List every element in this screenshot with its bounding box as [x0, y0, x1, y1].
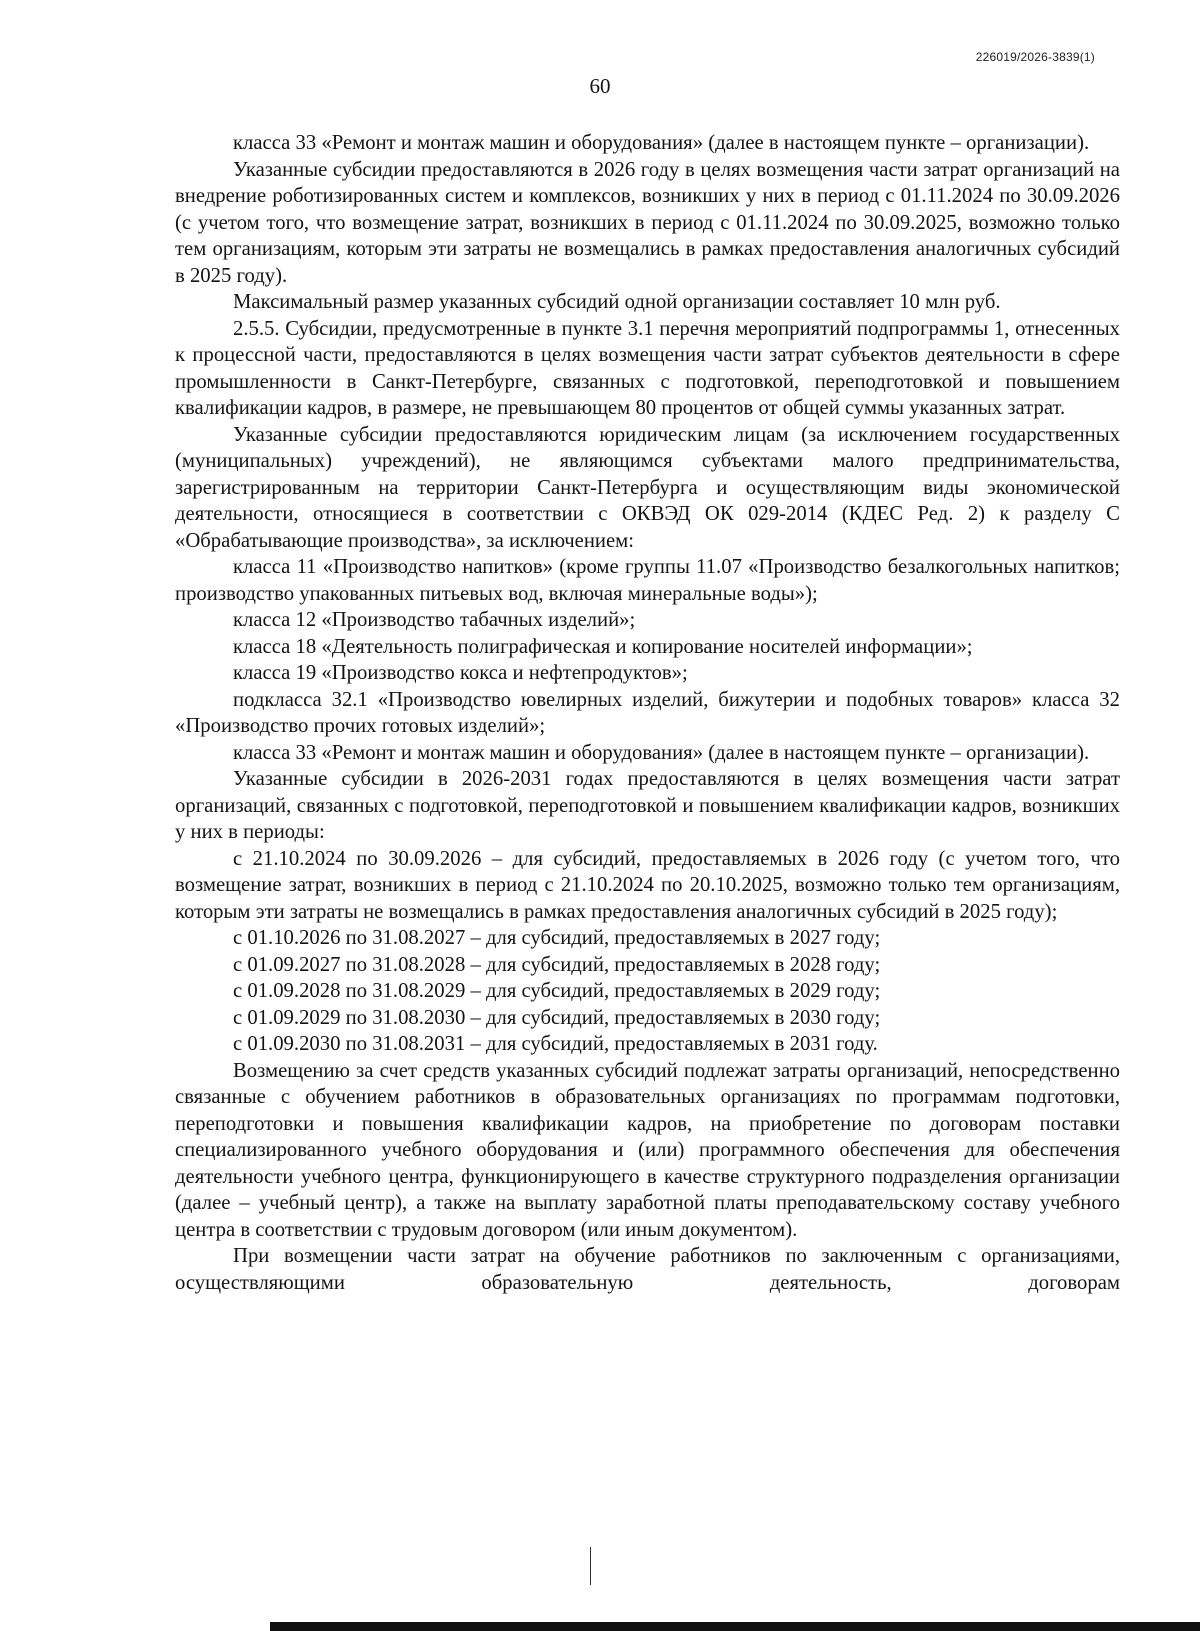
paragraph-class-33-continuation: класса 33 «Ремонт и монтаж машин и оборудования» (далее в настоящем пункте – организации). — [233, 132, 1090, 154]
document-registration-code: 226019/2026-3839(1) — [975, 50, 1095, 64]
list-item-class-12: класса 12 «Производство табачных изделий»; — [233, 609, 636, 631]
period-item-2031: с 01.09.2030 по 31.08.2031 – для субсидий, предоставляемых в 2031 году. — [233, 1033, 878, 1055]
paragraph-max-subsidy-amount: Максимальный размер указанных субсидий одной организации составляет 10 млн руб. — [233, 291, 1001, 313]
period-item-2029: с 01.09.2028 по 31.08.2029 – для субсидий, предоставляемых в 2029 году; — [233, 980, 881, 1002]
paragraph-subsidy-robotics-period: Указанные субсидии предоставляются в 2026 году в целях возмещения части затрат организаций на внедрение роботизированных систем и комплексов, возникших у них в период с 01.11.2024 по 30.09.2026 (с учетом того, что возмещение затрат, возникших в период с 01.11.2024 по 30.09.2025, возможно только тем организациям, которым эти затраты не возмещались в рамках предоставления аналогичных субсидий в 2025 году). — [175, 158, 1120, 287]
period-item-2028: с 01.09.2027 по 31.08.2028 – для субсидий, предоставляемых в 2028 году; — [233, 953, 881, 976]
scan-artifact-tick — [590, 1547, 591, 1585]
list-item-class-19: класса 19 «Производство кокса и нефтепродуктов»; — [233, 662, 688, 684]
period-item-2030: с 01.09.2029 по 31.08.2030 – для субсидий, предоставляемых в 2030 году; — [233, 1006, 881, 1029]
paragraph-eligible-legal-entities: Указанные субсидии предоставляются юридическим лицам (за исключением государственных (муниципальных) учреждений), не являющимся субъектами малого предпринимательства, зарегистрированным на территории Санкт-Петербурга и осуществляющим виды экономической деятельности, относящиеся в соответствии с ОКВЭД ОК 029-2014 (КДЕС Ред. 2) к разделу С «Обрабатывающие производства», за исключением: — [175, 423, 1120, 552]
paragraph-reimbursable-costs: Возмещению за счет средств указанных субсидий подлежат затраты организаций, непосредственно связанные с обучением работников в образовательных организациях по программам подготовки, переподготовки и повышения квалификации кадров, на приобретение по договорам поставки специализированного учебного оборудования и (или) программного обеспечения для обеспечения деятельности учебного центра, функционирующего в качестве структурного подразделения организации (далее – учебный центр), а также на выплату заработной платы преподавательскому составу учебного центра в соответствии с трудовым договором (или иным документом). — [175, 1059, 1120, 1241]
scan-artifact-bottom-edge — [270, 1622, 1200, 1631]
document-body — [175, 130, 1120, 1296]
period-item-2026: с 21.10.2024 по 30.09.2026 – для субсидий, предоставляемых в 2026 году (с учетом того, что возмещение затрат, возникших в период с 21.10.2024 по 20.10.2025, возможно только тем организациям, которым эти затраты не возмещались в рамках предоставления аналогичных субсидий в 2025 году); — [175, 847, 1120, 923]
list-item-class-11: класса 11 «Производство напитков» (кроме группы 11.07 «Производство безалкогольных напитков; производство упакованных питьевых вод, включая минеральные воды»); — [175, 556, 1120, 605]
page-number: 60 — [589, 74, 611, 98]
paragraph-training-contracts: При возмещении части затрат на обучение работников по заключенным с организациями, осуществляющими образовательную деятельность, договорам — [175, 1245, 1120, 1294]
list-item-class-18: класса 18 «Деятельность полиграфическая и копирование носителей информации»; — [233, 635, 973, 658]
paragraph-section-2-5-5: 2.5.5. Субсидии, предусмотренные в пункте 3.1 перечня мероприятий подпрограммы 1, отнесенных к процессной части, предоставляются в целях возмещения части затрат субъектов деятельности в сфере промышленности в Санкт-Петербурге, связанных с подготовкой, переподготовкой и повышением квалификации кадров, в размере, не превышающем 80 процентов от общей суммы указанных затрат. — [175, 317, 1120, 419]
list-item-class-33: класса 33 «Ремонт и монтаж машин и оборудования» (далее в настоящем пункте – организации). — [233, 741, 1090, 764]
paragraph-training-subsidy-periods: Указанные субсидии в 2026-2031 годах предоставляются в целях возмещения части затрат организаций, связанных с подготовкой, переподготовкой и повышением квалификации кадров, возникших у них в периоды: — [175, 768, 1120, 843]
list-item-subclass-32-1: подкласса 32.1 «Производство ювелирных изделий, бижутерии и подобных товаров» класса 32 «Производство прочих готовых изделий»; — [175, 688, 1120, 737]
period-item-2027: с 01.10.2026 по 31.08.2027 – для субсидий, предоставляемых в 2027 году; — [233, 927, 881, 949]
